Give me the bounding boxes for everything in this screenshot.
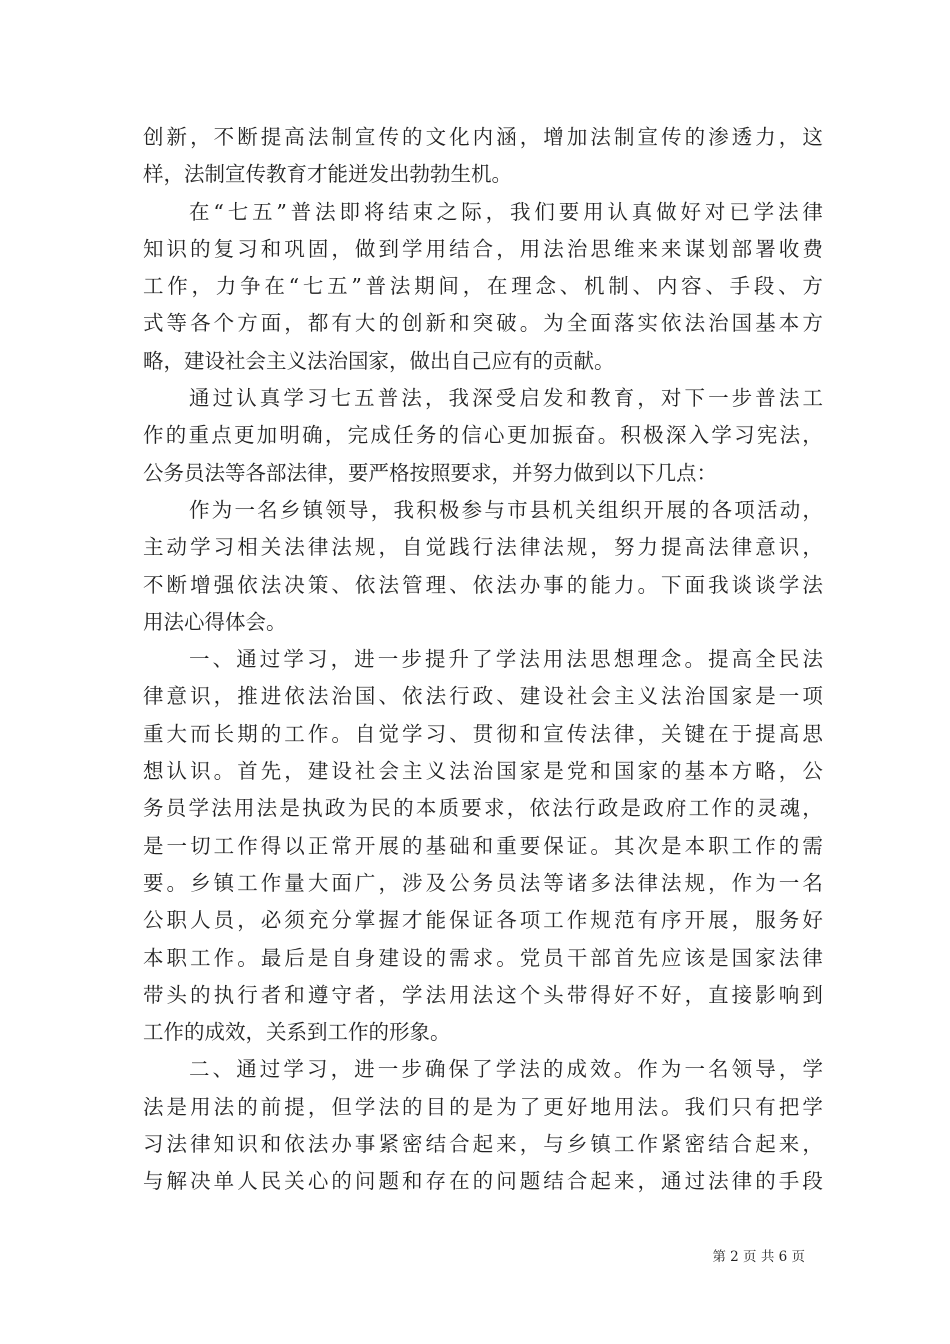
text-line: 通 过 认 真 学 习 七 五 普 法 ， 我 深 受 启 发 和 教 育 ， 对 下 一 步 普 法 工 (189, 386, 823, 411)
text-line: 要 。 乡 镇 工 作 量 大 面 广 ， 涉 及 公 务 员 法 等 诸 多 法 律 法 规 ， 作 为 一 名 (143, 870, 823, 895)
text-line: 带 头 的 执 行 者 和 遵 守 者 ， 学 法 用 法 这 个 头 带 得 好 不 好 ， 直 接 影 响 到 (143, 982, 823, 1007)
text-line: 律 意 识 ， 推 进 依 法 治 国 、 依 法 行 政 、 建 设 社 会 主 义 法 治 国 家 是 一 项 (143, 684, 823, 709)
text-line: 二 、 通 过 学 习 ， 进 一 步 确 保 了 学 法 的 成 效 。 作 为 一 名 领 导 ， 学 (189, 1057, 823, 1082)
text-line: 重 大 而 长 期 的 工 作 。 自 觉 学 习 、 贯 彻 和 宣 传 法 律 ， 关 键 在 于 提 高 思 (143, 721, 823, 746)
text-line: 用法心得体会。 (143, 609, 287, 634)
text-line: 一 、 通 过 学 习 ， 进 一 步 提 升 了 学 法 用 法 思 想 理 念 。 提 高 全 民 法 (189, 647, 823, 672)
text-line: 是 一 切 工 作 得 以 正 常 开 展 的 基 础 和 重 要 保 证 。 其 次 是 本 职 工 作 的 需 (143, 833, 823, 858)
text-line: 略，建设社会主义法治国家，做出自己应有的贡献。 (143, 348, 615, 373)
text-line: 公 职 人 员 ， 必 须 充 分 掌 握 才 能 保 证 各 项 工 作 规 范 有 序 开 展 ， 服 务 好 (143, 908, 823, 933)
text-line: 主 动 学 习 相 关 法 律 法 规 ， 自 觉 践 行 法 律 法 规 ， 努 力 提 高 法 律 意 识 ， (143, 535, 823, 560)
text-line: 法 是 用 法 的 前 提 ， 但 学 法 的 目 的 是 为 了 更 好 地 用 法 。 我 们 只 有 把 学 (143, 1094, 823, 1119)
text-line: 作 的 重 点 更 加 明 确 ， 完 成 任 务 的 信 心 更 加 振 奋 。 积 极 深 入 学 习 宪 法 ， (143, 423, 823, 448)
text-line: 不 断 增 强 依 法 决 策 、 依 法 管 理 、 依 法 办 事 的 能 力 。 下 面 我 谈 谈 学 法 (143, 572, 823, 597)
text-line: 公务员法等各部法律，要严格按照要求，并努力做到以下几点： (143, 460, 717, 485)
text-line: 作 为 一 名 乡 镇 领 导 ， 我 积 极 参 与 市 县 机 关 组 织 开 展 的 各 项 活 动 ， (189, 497, 823, 522)
text-line: 务 员 学 法 用 法 是 执 政 为 民 的 本 质 要 求 ， 依 法 行 政 是 政 府 工 作 的 灵 魂 ， (143, 796, 823, 821)
text-line: 想 认 识 。 首 先 ， 建 设 社 会 主 义 法 治 国 家 是 党 和 国 家 的 基 本 方 略 ， 公 (143, 759, 823, 784)
text-line: 知 识 的 复 习 和 巩 固 ， 做 到 学 用 结 合 ， 用 法 治 思 维 来 来 谋 划 部 署 收 费 (143, 236, 823, 261)
text-line: 创 新 ， 不 断 提 高 法 制 宣 传 的 文 化 内 涵 ， 增 加 法 制 宣 传 的 渗 透 力 ， 这 (143, 125, 823, 149)
text-line: 本 职 工 作 。 最 后 是 自 身 建 设 的 需 求 。 党 员 干 部 首 先 应 该 是 国 家 法 律 (143, 945, 823, 970)
text-line: 习 法 律 知 识 和 依 法 办 事 紧 密 结 合 起 来 ， 与 乡 镇 工 作 紧 密 结 合 起 来 ， (143, 1132, 823, 1157)
text-line: 与 解 决 单 人 民 关 心 的 问 题 和 存 在 的 问 题 结 合 起 来 ， 通 过 法 律 的 手 段 (143, 1169, 823, 1194)
text-line: 式 等 各 个 方 面 ， 都 有 大 的 创 新 和 突 破 。 为 全 面 落 实 依 法 治 国 基 本 方 (143, 311, 823, 336)
text-line: 在 “ 七 五 ” 普 法 即 将 结 束 之 际 ， 我 们 要 用 认 真 做 好 对 已 学 法 律 (189, 199, 823, 224)
text-line: 工 作 ， 力 争 在 “ 七 五 ” 普 法 期 间 ， 在 理 念 、 机 制 、 内 容 、 手 段 、 方 (143, 274, 823, 299)
text-line: 样，法制宣传教育才能迸发出勃勃生机。 (143, 162, 512, 187)
page-number: 第 2 页 共 6 页 (712, 1249, 805, 1265)
text-line: 工作的成效，关系到工作的形象。 (143, 1020, 451, 1045)
body-text (143, 119, 823, 1201)
